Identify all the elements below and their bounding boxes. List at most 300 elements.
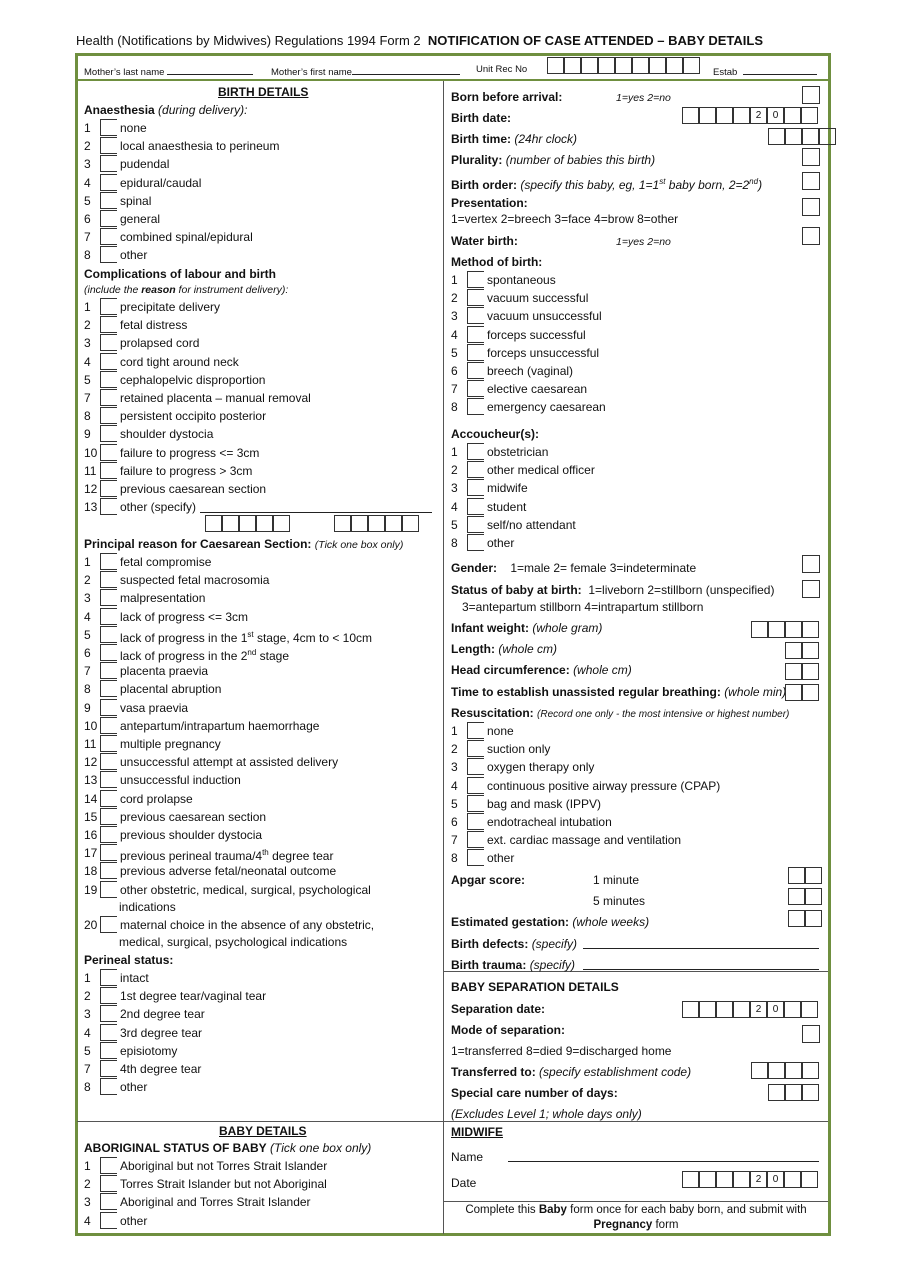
anaesthesia-code: 6 [84, 212, 91, 226]
separation-codes: 1=transferred 8=died 9=discharged home [451, 1044, 672, 1058]
resuscitation-checkbox[interactable] [467, 813, 484, 830]
caesarean-reason-code: 5 [84, 627, 91, 642]
resuscitation-option: other [487, 851, 515, 866]
other-specify-code-cell[interactable] [256, 515, 273, 532]
perineal-checkbox[interactable] [100, 1024, 117, 1041]
caesarean-reason-code: 20 [84, 918, 98, 932]
accoucheur-checkbox[interactable] [467, 534, 484, 551]
caesarean-reason-checkbox[interactable] [100, 699, 117, 716]
caesarean-reason-checkbox[interactable] [100, 717, 117, 734]
accoucheur-label: Accoucheur(s): [451, 427, 540, 441]
midwife-date-cell[interactable] [682, 1171, 699, 1188]
infant-weight-cell[interactable] [768, 621, 785, 638]
method-of-birth-option: vacuum successful [487, 291, 589, 306]
complication-checkbox[interactable] [100, 462, 117, 479]
accoucheur-code: 1 [451, 445, 458, 459]
method-of-birth-code: 4 [451, 327, 458, 342]
caesarean-reason-option: placenta praevia [120, 664, 209, 679]
complication-code: 3 [84, 336, 91, 351]
caesarean-reason-checkbox[interactable] [100, 862, 117, 879]
caesarean-reason-checkbox[interactable] [100, 753, 117, 770]
gender-box[interactable] [802, 555, 820, 573]
resuscitation-code: 5 [451, 796, 458, 811]
aboriginal-status-option: other [120, 1213, 148, 1228]
caesarean-reason-checkbox[interactable] [100, 644, 117, 661]
anaesthesia-option: pudendal [120, 157, 170, 172]
perineal-option: other [120, 1080, 148, 1095]
method-of-birth-option: breech (vaginal) [487, 364, 574, 378]
transferred-to-cell[interactable] [802, 1062, 819, 1079]
anaesthesia-option: combined spinal/epidural [120, 230, 253, 245]
perineal-option: episiotomy [120, 1043, 178, 1058]
anaesthesia-code: 5 [84, 193, 91, 208]
breathing-time-cell[interactable] [785, 684, 802, 701]
caesarean-reason-option: fetal compromise [120, 555, 212, 569]
separation-date-cell[interactable] [784, 1001, 801, 1018]
separation-date-cell[interactable]: 2 [750, 1001, 767, 1018]
aboriginal-status-checkbox[interactable] [100, 1157, 117, 1174]
accoucheur-code: 2 [451, 463, 458, 478]
apgar-1-minute: 1 minute [593, 873, 640, 887]
caesarean-reason-checkbox[interactable] [100, 608, 117, 625]
resuscitation-option: endotracheal intubation [487, 815, 612, 829]
complication-option: retained placenta – manual removal [120, 391, 311, 405]
perineal-checkbox[interactable] [100, 1042, 117, 1059]
anaesthesia-option: general [120, 212, 161, 226]
caesarean-reason-option: antepartum/intrapartum haemorrhage [120, 718, 320, 733]
other-specify-code-cell[interactable] [222, 515, 239, 532]
resuscitation-option: ext. cardiac massage and ventilation [487, 833, 682, 848]
resuscitation-checkbox[interactable] [467, 740, 484, 757]
caesarean-reason-checkbox[interactable] [100, 626, 117, 643]
other-specify-code-cell[interactable] [402, 515, 419, 532]
perineal-option: 2nd degree tear [120, 1007, 205, 1022]
unit-rec-no-cell[interactable] [666, 57, 683, 74]
anaesthesia-checkbox[interactable] [100, 246, 117, 263]
length-cell[interactable] [802, 642, 819, 659]
estab-field[interactable] [743, 64, 817, 75]
status-codes-2: 3=antepartum stillborn 4=intrapartum stillborn [462, 600, 704, 614]
perineal-checkbox[interactable] [100, 987, 117, 1004]
anaesthesia-checkbox[interactable] [100, 210, 117, 227]
caesarean-reason-checkbox[interactable] [100, 553, 117, 570]
length-label: Length: (whole cm) [451, 642, 558, 656]
caesarean-reason-code: 7 [84, 664, 91, 679]
perineal-code: 2 [84, 989, 91, 1004]
head-circumference-label: Head circumference: (whole cm) [451, 663, 632, 677]
apgar-5-cell[interactable] [805, 888, 822, 905]
separation-date-cell[interactable] [699, 1001, 716, 1018]
birth-date-cell[interactable] [699, 107, 716, 124]
accoucheur-option: obstetrician [487, 445, 549, 459]
other-specify-code-cell[interactable] [239, 515, 256, 532]
anaesthesia-checkbox[interactable] [100, 119, 117, 136]
method-of-birth-label: Method of birth: [451, 255, 543, 269]
unit-rec-no-cell[interactable] [649, 57, 666, 74]
birth-defects-field[interactable] [583, 948, 819, 949]
complication-option: shoulder dystocia [120, 427, 214, 442]
complication-option: persistent occipito posterior [120, 409, 267, 424]
birth-trauma-field[interactable] [583, 969, 819, 970]
accoucheur-checkbox[interactable] [467, 516, 484, 533]
midwife-date-cell[interactable] [733, 1171, 750, 1188]
unit-rec-no-cell[interactable] [547, 57, 564, 74]
midwife-name-label: Name [451, 1150, 484, 1164]
complications-note: (include the reason for instrument delivery): [84, 284, 289, 296]
other-specify-code-cell[interactable] [368, 515, 385, 532]
birth-date-cell[interactable]: 0 [767, 107, 784, 124]
unit-rec-no-cell[interactable] [683, 57, 700, 74]
transferred-to-cell[interactable] [751, 1062, 768, 1079]
resuscitation-checkbox[interactable] [467, 722, 484, 739]
infant-weight-cell[interactable] [802, 621, 819, 638]
head-circumference-cell[interactable] [802, 663, 819, 680]
separation-date-cell[interactable] [716, 1001, 733, 1018]
apgar-1-cell[interactable] [788, 867, 805, 884]
anaesthesia-option: other [120, 248, 148, 263]
resuscitation-option: oxygen therapy only [487, 760, 595, 775]
anaesthesia-checkbox[interactable] [100, 174, 117, 191]
caesarean-reason-option: unsuccessful induction [120, 773, 241, 788]
method-of-birth-code: 6 [451, 364, 458, 378]
presentation-box[interactable] [802, 198, 820, 216]
mother-first-name-label: Mother’s first name [271, 64, 460, 78]
caesarean-reason-option: lack of progress in the 2nd stage [120, 648, 290, 663]
complication-checkbox[interactable] [100, 371, 117, 388]
midwife-date-cell[interactable]: 2 [750, 1171, 767, 1188]
separation-date-cell[interactable] [801, 1001, 818, 1018]
caesarean-reason-option: lack of progress in the 1st stage, 4cm to < 10cm [120, 629, 373, 645]
separation-date-cell[interactable]: 0 [767, 1001, 784, 1018]
caesarean-reason-code: 2 [84, 573, 91, 588]
birth-time-cell[interactable] [819, 128, 836, 145]
unit-rec-no-cell[interactable] [564, 57, 581, 74]
caesarean-reason-option: previous caesarean section [120, 809, 267, 824]
resuscitation-code: 7 [451, 833, 458, 848]
complication-option: failure to progress > 3cm [120, 463, 253, 478]
caesarean-reason-checkbox[interactable] [100, 826, 117, 843]
caesarean-19-cont: indications [119, 900, 176, 914]
transferred-to-label: Transferred to: (specify establishment code) [451, 1065, 692, 1079]
perineal-option: intact [120, 971, 149, 985]
birth-defects-label: Birth defects: (specify) [451, 937, 578, 951]
perineal-checkbox[interactable] [100, 1078, 117, 1095]
method-of-birth-option: vacuum unsuccessful [487, 309, 602, 324]
special-care-days-cell[interactable] [802, 1084, 819, 1101]
transferred-to-cell[interactable] [768, 1062, 785, 1079]
gestation-cell[interactable] [788, 910, 805, 927]
caesarean-reason-code: 17 [84, 846, 98, 861]
complication-checkbox[interactable] [100, 407, 117, 424]
complication-code: 2 [84, 318, 91, 333]
accoucheur-option: self/no attendant [487, 517, 576, 532]
caesarean-reason-checkbox[interactable] [100, 571, 117, 588]
section-divider [77, 1121, 443, 1122]
separation-date-label: Separation date: [451, 1002, 546, 1016]
caesarean-reason-checkbox[interactable] [100, 662, 117, 679]
birth-date-cell[interactable] [716, 107, 733, 124]
midwife-name-field[interactable] [508, 1161, 819, 1162]
method-of-birth-code: 7 [451, 382, 458, 397]
caesarean-reason-option: unsuccessful attempt at assisted delivery [120, 755, 339, 770]
caesarean-reason-code: 10 [84, 718, 98, 733]
anaesthesia-code: 2 [84, 139, 91, 154]
method-of-birth-checkbox[interactable] [467, 326, 484, 343]
aboriginal-status-code: 3 [84, 1195, 91, 1210]
caesarean-reason-checkbox[interactable] [100, 771, 117, 788]
caesarean-reason-code: 16 [84, 828, 98, 842]
birth-date-cell[interactable] [801, 107, 818, 124]
birth-order-box[interactable] [802, 172, 820, 190]
caesarean-reason-checkbox[interactable] [100, 844, 117, 861]
resuscitation-code: 3 [451, 760, 458, 775]
unit-rec-no-cell[interactable] [598, 57, 615, 74]
special-care-label: Special care number of days: [451, 1086, 618, 1100]
presentation-codes: 1=vertex 2=breech 3=face 4=brow 8=other [451, 212, 679, 226]
caesarean-reason-checkbox[interactable] [100, 589, 117, 606]
infant-weight-cell[interactable] [785, 621, 802, 638]
method-of-birth-option: emergency caesarean [487, 400, 606, 415]
perineal-code: 1 [84, 971, 91, 985]
accoucheur-checkbox[interactable] [467, 498, 484, 515]
method-of-birth-option: forceps unsuccessful [487, 345, 600, 360]
mother-last-name-field[interactable] [167, 64, 253, 75]
method-of-birth-code: 1 [451, 273, 458, 287]
midwife-date-cell[interactable] [716, 1171, 733, 1188]
unit-rec-no-cell[interactable] [581, 57, 598, 74]
midwife-date-cell[interactable] [801, 1171, 818, 1188]
method-of-birth-code: 8 [451, 400, 458, 415]
mode-of-separation-label: Mode of separation: [451, 1023, 566, 1037]
aboriginal-status-option: Aboriginal but not Torres Strait Islander [120, 1159, 328, 1173]
complication-checkbox[interactable] [100, 316, 117, 333]
gestation-cell[interactable] [805, 910, 822, 927]
resuscitation-checkbox[interactable] [467, 849, 484, 866]
section-divider [444, 1121, 828, 1122]
anaesthesia-checkbox[interactable] [100, 137, 117, 154]
perineal-option: 4th degree tear [120, 1062, 202, 1076]
caesarean-reason-checkbox[interactable] [100, 735, 117, 752]
caesarean-reason-code: 18 [84, 864, 98, 879]
unit-rec-no-cell[interactable] [615, 57, 632, 74]
resuscitation-option: bag and mask (IPPV) [487, 796, 602, 811]
length-cell[interactable] [785, 642, 802, 659]
midwife-date-cell[interactable]: 0 [767, 1171, 784, 1188]
complication-code: 4 [84, 354, 91, 369]
aboriginal-status-code: 2 [84, 1177, 91, 1192]
complication-checkbox[interactable] [100, 389, 117, 406]
resuscitation-checkbox[interactable] [467, 777, 484, 794]
transferred-to-cell[interactable] [785, 1062, 802, 1079]
resuscitation-code: 1 [451, 724, 458, 738]
complication-checkbox[interactable] [100, 334, 117, 351]
aboriginal-status-checkbox[interactable] [100, 1193, 117, 1210]
other-specify-code-cell[interactable] [351, 515, 368, 532]
special-care-note: (Excludes Level 1; whole days only) [451, 1107, 642, 1121]
perineal-option: 3rd degree tear [120, 1025, 203, 1040]
caesarean-reason-code: 13 [84, 773, 98, 788]
caesarean-reason-checkbox[interactable] [100, 916, 117, 933]
section-divider [444, 1201, 828, 1202]
perineal-option: 1st degree tear/vaginal tear [120, 989, 267, 1004]
method-of-birth-checkbox[interactable] [467, 289, 484, 306]
anaesthesia-code: 1 [84, 121, 91, 135]
caesarean-reason-checkbox[interactable] [100, 808, 117, 825]
caesarean-reason-code: 4 [84, 609, 91, 624]
other-specify-code-cell[interactable] [273, 515, 290, 532]
special-care-days-cell[interactable] [785, 1084, 802, 1101]
complication-checkbox[interactable] [100, 425, 117, 442]
birth-time-label: Birth time: (24hr clock) [451, 132, 578, 146]
complication-checkbox[interactable] [100, 444, 117, 461]
accoucheur-code: 3 [451, 481, 458, 496]
aboriginal-status-checkbox[interactable] [100, 1175, 117, 1192]
complication-code: 7 [84, 391, 91, 405]
caesarean-reason-option: placental abruption [120, 682, 222, 697]
resuscitation-checkbox[interactable] [467, 758, 484, 775]
caesarean-reason-option: suspected fetal macrosomia [120, 573, 270, 588]
complication-option: prolapsed cord [120, 336, 200, 351]
unit-rec-label: Unit Rec No [476, 64, 528, 75]
method-of-birth-checkbox[interactable] [467, 398, 484, 415]
anaesthesia-option: epidural/caudal [120, 175, 202, 190]
caesarean-reason-checkbox[interactable] [100, 790, 117, 807]
method-of-birth-checkbox[interactable] [467, 362, 484, 379]
anaesthesia-checkbox[interactable] [100, 155, 117, 172]
infant-weight-cell[interactable] [751, 621, 768, 638]
accoucheur-option: other [487, 536, 515, 550]
separation-date-cell[interactable] [733, 1001, 750, 1018]
perineal-code: 4 [84, 1025, 91, 1040]
aboriginal-status-checkbox[interactable] [100, 1212, 117, 1229]
complication-code: 12 [84, 482, 98, 496]
birth-trauma-label: Birth trauma: (specify) [451, 958, 576, 972]
caesarean-reason-option: vasa praevia [120, 700, 189, 715]
plurality-box[interactable] [802, 148, 820, 166]
complication-checkbox[interactable] [100, 298, 117, 315]
column-divider [443, 81, 444, 1234]
anaesthesia-code: 8 [84, 248, 91, 263]
other-specify-code-cell[interactable] [385, 515, 402, 532]
complication-code: 8 [84, 409, 91, 424]
anaesthesia-checkbox[interactable] [100, 228, 117, 245]
method-of-birth-checkbox[interactable] [467, 344, 484, 361]
method-of-birth-checkbox[interactable] [467, 380, 484, 397]
complication-code: 10 [84, 445, 98, 460]
status-at-birth-label: Status of baby at birth: 1=liveborn 2=stillborn (unspecified) [451, 583, 775, 597]
status-at-birth-box[interactable] [802, 580, 820, 598]
other-specify-line[interactable] [200, 512, 432, 513]
aboriginal-status-option: Torres Strait Islander but not Aboriginal [120, 1177, 327, 1192]
complication-code: 1 [84, 300, 91, 314]
birth-details-heading: BIRTH DETAILS [218, 85, 309, 99]
caesarean-reason-checkbox[interactable] [100, 680, 117, 697]
caesarean-reason-option: multiple pregnancy [120, 737, 221, 751]
perineal-code: 5 [84, 1043, 91, 1058]
birth-date-cell[interactable] [784, 107, 801, 124]
resuscitation-checkbox[interactable] [467, 831, 484, 848]
plurality-label: Plurality: (number of babies this birth) [451, 153, 656, 167]
birth-date-cell[interactable]: 2 [750, 107, 767, 124]
method-of-birth-code: 2 [451, 291, 458, 306]
accoucheur-checkbox[interactable] [467, 479, 484, 496]
resuscitation-checkbox[interactable] [467, 795, 484, 812]
caesarean-reason-option: cord prolapse [120, 791, 193, 806]
gender-label: Gender: 1=male 2= female 3=indeterminate [451, 561, 697, 575]
birth-date-cell[interactable] [682, 107, 699, 124]
water-birth-codes: 1=yes 2=no [616, 236, 671, 248]
head-circumference-cell[interactable] [785, 663, 802, 680]
anaesthesia-checkbox[interactable] [100, 192, 117, 209]
perineal-checkbox[interactable] [100, 1005, 117, 1022]
birth-order-label: Birth order: (specify this baby, eg, 1=1st baby born, 2=2nd) [451, 177, 763, 192]
separation-date-cell[interactable] [682, 1001, 699, 1018]
breathing-time-cell[interactable] [802, 684, 819, 701]
born-before-arrival-label: Born before arrival: [451, 90, 563, 104]
complication-code: 13 [84, 500, 98, 515]
complication-option: precipitate delivery [120, 300, 221, 314]
born-before-arrival-box[interactable] [802, 86, 820, 104]
caesarean-reason-code: 12 [84, 755, 98, 770]
resuscitation-code: 8 [451, 851, 458, 866]
form-title: Health (Notifications by Midwives) Regulations 1994 Form 2 NOTIFICATION OF CASE ATTENDED – BABY DETAILS [76, 33, 764, 48]
caesarean-reason-code: 9 [84, 700, 91, 715]
resuscitation-code: 6 [451, 815, 458, 829]
midwife-heading: MIDWIFE [451, 1125, 503, 1139]
accoucheur-option: midwife [487, 481, 528, 496]
birth-time-cell[interactable] [768, 128, 785, 145]
complication-checkbox[interactable] [100, 480, 117, 497]
perineal-code: 3 [84, 1007, 91, 1022]
resuscitation-option: continuous positive airway pressure (CPAP) [487, 778, 721, 793]
mode-of-separation-box[interactable] [802, 1025, 820, 1043]
separation-heading: BABY SEPARATION DETAILS [451, 980, 619, 994]
birth-time-cell[interactable] [802, 128, 819, 145]
birth-date-label: Birth date: [451, 111, 511, 125]
anaesthesia-code: 7 [84, 230, 91, 245]
perineal-checkbox[interactable] [100, 969, 117, 986]
method-of-birth-option: spontaneous [487, 273, 556, 287]
accoucheur-checkbox[interactable] [467, 461, 484, 478]
midwife-date-cell[interactable] [784, 1171, 801, 1188]
complication-checkbox[interactable] [100, 498, 117, 515]
birth-time-cell[interactable] [785, 128, 802, 145]
water-birth-box[interactable] [802, 227, 820, 245]
method-of-birth-checkbox[interactable] [467, 271, 484, 288]
complication-option: fetal distress [120, 318, 188, 333]
apgar-1-cell[interactable] [805, 867, 822, 884]
caesarean-reason-option: maternal choice in the absence of any obstetric, [120, 918, 375, 932]
other-specify-code-cell[interactable] [334, 515, 351, 532]
method-of-birth-code: 5 [451, 345, 458, 360]
accoucheur-checkbox[interactable] [467, 443, 484, 460]
method-of-birth-checkbox[interactable] [467, 307, 484, 324]
midwife-date-cell[interactable] [699, 1171, 716, 1188]
estab-label: Estab [713, 64, 817, 78]
perineal-checkbox[interactable] [100, 1060, 117, 1077]
complication-option: cord tight around neck [120, 354, 239, 369]
anaesthesia-option: spinal [120, 193, 152, 208]
special-care-days-cell[interactable] [768, 1084, 785, 1101]
caesarean-reason-checkbox[interactable] [100, 881, 117, 898]
aboriginal-status-code: 1 [84, 1159, 91, 1173]
complication-checkbox[interactable] [100, 353, 117, 370]
other-specify-code-cell[interactable] [205, 515, 222, 532]
birth-date-cell[interactable] [733, 107, 750, 124]
unit-rec-no-cell[interactable] [632, 57, 649, 74]
mother-first-name-field[interactable] [352, 64, 460, 75]
apgar-5-cell[interactable] [788, 888, 805, 905]
